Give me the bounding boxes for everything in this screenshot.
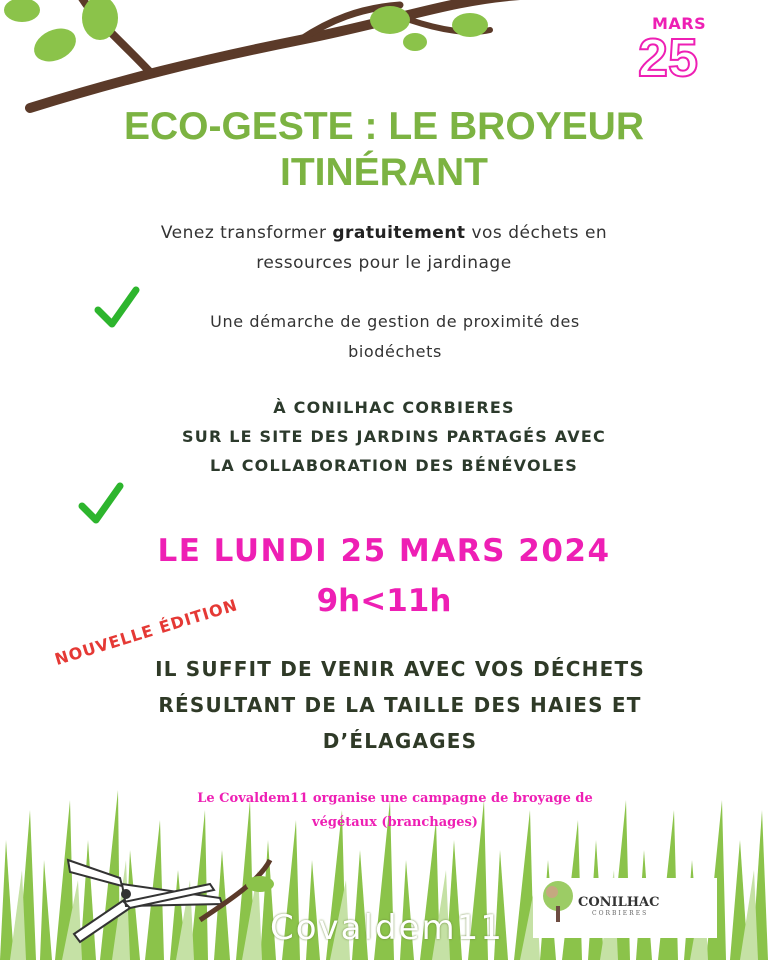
new-edition-badge: NOUVELLE ÉDITION bbox=[52, 595, 240, 669]
location-text bbox=[80, 393, 708, 480]
title-line-1: ECO-GESTE : LE BROYEUR bbox=[123, 105, 645, 148]
covaldem-text bbox=[160, 787, 630, 835]
intro-bold: gratuitement bbox=[332, 223, 466, 243]
checkmark-icon bbox=[94, 286, 140, 330]
intro-line-2: ressources pour le jardinage bbox=[256, 253, 512, 273]
conilhac-subtitle: CORBIERES bbox=[592, 910, 649, 917]
covaldem-line-2: végétaux (branchages) bbox=[312, 815, 478, 830]
location-line-3: LA COLLABORATION DES BÉNÉVOLES bbox=[209, 456, 579, 475]
event-time: 9h<11h bbox=[316, 583, 452, 619]
intro-part-2: vos déchets en bbox=[465, 223, 608, 243]
date-badge-day: 25 bbox=[638, 28, 699, 88]
conilhac-title: CONILHAC bbox=[578, 895, 660, 910]
date-badge-month: MARS bbox=[652, 14, 707, 33]
event-date: LE LUNDI 25 MARS 2024 bbox=[157, 533, 611, 569]
tree-icon bbox=[540, 880, 576, 924]
sub-line-2: biodéchets bbox=[348, 342, 442, 361]
covaldem-logo: Covaldem11 bbox=[270, 908, 504, 948]
checkmark-icon bbox=[78, 482, 124, 526]
intro-text bbox=[120, 218, 648, 278]
call-to-action bbox=[120, 651, 680, 759]
sub-text bbox=[150, 307, 640, 367]
location-line-1: À CONILHAC CORBIERES bbox=[273, 398, 515, 417]
branch-leaves-icon bbox=[0, 0, 520, 120]
call-line-1: IL SUFFIT DE VENIR AVEC VOS DÉCHETS bbox=[155, 657, 645, 681]
call-line-2: RÉSULTANT DE LA TAILLE DES HAIES ET bbox=[158, 693, 642, 717]
location-line-2: SUR LE SITE DES JARDINS PARTAGÉS AVEC bbox=[182, 427, 606, 446]
call-line-3: D’ÉLAGAGES bbox=[322, 729, 478, 753]
covaldem-line-1: Le Covaldem11 organise une campagne de broyage de bbox=[197, 791, 593, 806]
intro-part-1: Venez transformer bbox=[160, 223, 333, 243]
shears-icon bbox=[60, 850, 280, 950]
title-line-2: ITINÉRANT bbox=[280, 151, 488, 194]
sub-line-1: Une démarche de gestion de proximité des bbox=[210, 312, 580, 331]
page-title bbox=[0, 104, 768, 196]
